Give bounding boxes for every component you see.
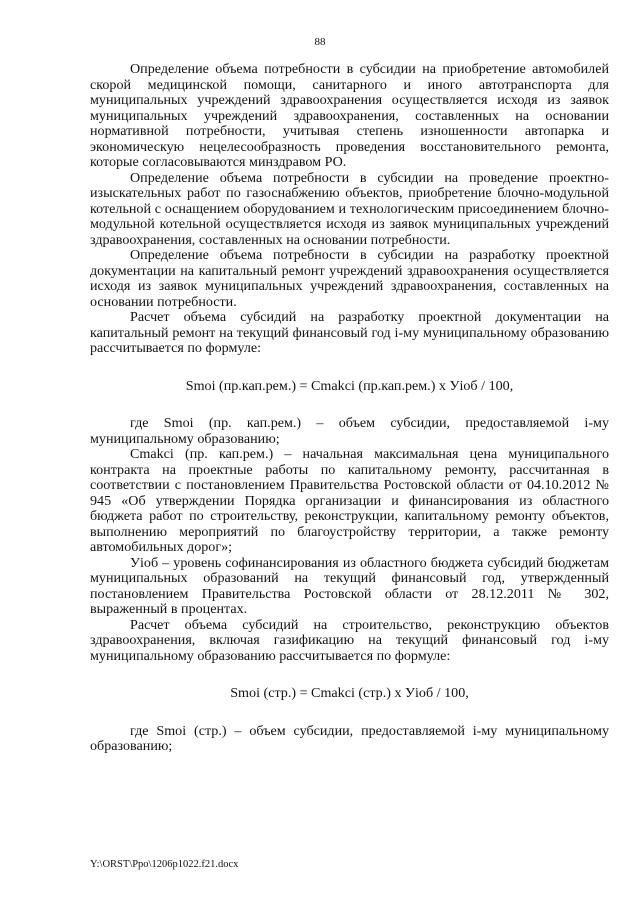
paragraph: Cmakci (пр. кап.рем.) – начальная максимальная цена муниципального контракта на проектные работы по капитальному ремонту, рассчитанная в соответствии с постановлением Правительства Ростовской области от 04.10.2012 № 945 «Об утверждении Порядка организации и финансирования из областного бюджета работ по строительству, реконструкции, капитальному ремонту объектов, выполнению мероприятий по благоустройству территории, а также ремонту автомобильных дорог»; xyxy=(90,446,609,555)
document-body xyxy=(90,62,609,755)
paragraph: где Smoi (стр.) – объем субсидии, предоставляемой i-му муниципальному образованию; xyxy=(90,722,609,754)
paragraph: Расчет объема субсидий на строительство, реконструкцию объектов здравоохранения, включая газификацию на текущий финансовый год i-му муниципальному образованию рассчитывается по формуле: xyxy=(90,616,609,664)
paragraph: Определение объема потребности в субсидии на проведение проектно-изыскательных работ по газоснабжению объектов, приобретение блочно-модульной котельной с оснащением оборудованием и технологическим присоединением блочно-модульной котельной осуществляется исходя из заявок муниципальных учреждений здравоохранения, составленных на основании потребности. xyxy=(90,169,609,248)
paragraph: где Smoi (пр. кап.рем.) – объем субсидии, предоставляемой i-му муниципальному образованию; xyxy=(90,415,609,447)
paragraph: Определение объема потребности в субсидии на разработку проектной документации на капитальный ремонт учреждений здравоохранения осуществляется исходя из заявок муниципальных учреждений здравоохранения, составленных на основании потребности. xyxy=(90,247,609,310)
formula: Smoi (стр.) = Cmakci (стр.) x Уioб / 100, xyxy=(230,685,469,701)
paragraph: Уioб – уровень софинансирования из областного бюджета субсидий бюджетам муниципальных образований на текущий финансовый год, утвержденный постановлением Правительства Ростовской области от 28.12.2011 № 302, выраженный в процентах. xyxy=(90,554,609,617)
paragraph: Определение объема потребности в субсидии на приобретение автомобилей скорой медицинской помощи, санитарного и иного автотранспорта для муниципальных учреждений здравоохранения осуществляется исходя из заявок муниципальных учреждений здравоохранения, составленных на основании нормативной потребности, учитывая степень изношенности автопарка и экономическую нецелесообразность проведения восстановительного ремонта, которые согласовываются минздравом РО. xyxy=(90,61,609,170)
page-number: 88 xyxy=(314,36,326,48)
file-path-footer: Y:\ORST\Ppo\1206p1022.f21.docx xyxy=(90,859,239,870)
paragraph: Расчет объема субсидий на разработку проектной документации на капитальный ремонт на текущий финансовый год i-му муниципальному образованию рассчитывается по формуле: xyxy=(90,309,609,356)
formula: Smoi (пр.кап.рем.) = Cmakci (пр.кап.рем.) x Уioб / 100, xyxy=(185,377,514,394)
